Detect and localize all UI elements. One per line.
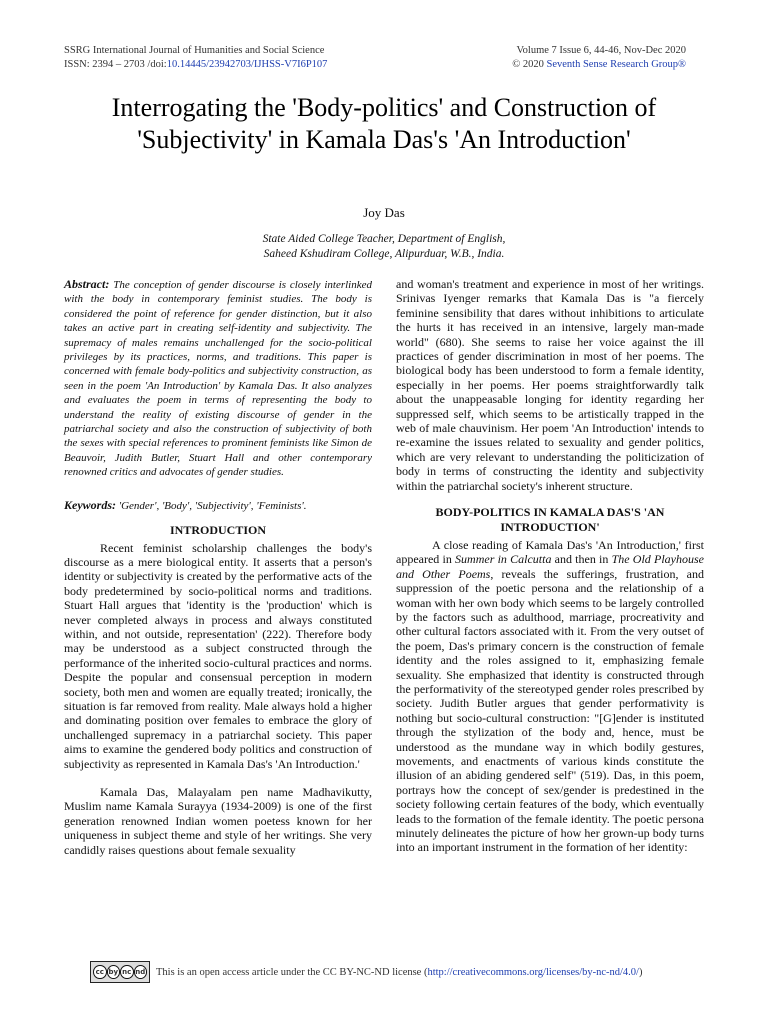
cc-icon: cc	[93, 965, 107, 979]
keywords-label: Keywords:	[64, 497, 116, 512]
right-paragraph-1: and woman's treatment and experience in most of her writings. Srinivas Iyenger remarks that Kamala Das is "a fiercely feminine sensibility that dares without inhibitions to articulate the hurts it has received in an intensive, largely man-made world" (680). She seems to raise her voice against the ill practices of gender discrimination in most of her poems. The biological body has been understood to form a female identity, especially in her poems. Her poems straightforwardly talk about the unappeasable longing for identity regarding her suppressed self, which seems to be artistically trapped in the web of male chauvinism. Her poem 'An Introduction' intends to re-examine the issues related to sexuality and gender politics, which are very relevant to understanding the politicization of body in terms of constructing the identity and subjectivity within the patriarchal society's inherent structure.	[396, 277, 704, 493]
body-politics-heading: BODY-POLITICS IN KAMALA DAS'S 'AN INTRODUCTION'	[435, 505, 665, 534]
copyright-line: © 2020 Seventh Sense Research Group®	[512, 59, 686, 70]
keywords-text: 'Gender', 'Body', 'Subjectivity', 'Feminists'.	[118, 499, 307, 512]
volume-info: Volume 7 Issue 6, 44-46, Nov-Dec 2020	[516, 45, 686, 56]
affiliation-line-2: Saheed Kshudiram College, Alipurduar, W.B., India.	[263, 248, 505, 260]
introduction-paragraph-2: Kamala Das, Malayalam pen name Madhavikutty, Muslim name Kamala Surayya (1934-2009) is one of the first generation renowned Indian women poetess known for her uniqueness in subject theme and style of her writings. She very candidly raises questions about female sexuality	[64, 785, 372, 857]
cc-license-badge[interactable]	[90, 961, 150, 983]
author-name: Joy Das	[363, 205, 405, 220]
noncommercial-icon: nc	[120, 965, 134, 979]
no-derivatives-icon: nd	[134, 965, 148, 979]
journal-name: SSRG International Journal of Humanities and Social Science	[64, 45, 325, 56]
volume-header	[512, 44, 686, 72]
attribution-icon: by	[107, 965, 121, 979]
license-text: This is an open access article under the CC BY-NC-ND license (	[156, 966, 428, 978]
affiliation-line-1: State Aided College Teacher, Department of English,	[262, 233, 506, 245]
left-column	[64, 277, 372, 857]
affiliation	[0, 232, 768, 262]
right-column	[396, 277, 704, 855]
journal-header	[64, 44, 327, 72]
doi-link[interactable]: 10.14445/23942703/IJHSS-V7I6P107	[166, 59, 328, 70]
introduction-paragraph-1: Recent feminist scholarship challenges the body's discourse as a mere biological entity. It asserts that a person's identity or subjectivity is created by the performative acts of the body predetermined by socio-political norms and traditions. Stuart Hall argues that 'identity is the 'production' which is never completed always in process and always constituted within, and not outside, representation' (222). Therefore body may be understood as a subject constructed through the performance of the inherited socio-cultural practices and norms. Despite the popular and consensual perception in modern society, both men and women are equally treated; ironically, the situation is far removed from reality. Male always hold a higher and dominating position over females to embrace the glory of unchallenged supremacy in a patriarchal society. This paper aims to examine the gendered body politics and construction of subjectivity as represented in Kamala Das's 'An Introduction.'	[64, 540, 372, 771]
abstract-label: Abstract:	[64, 277, 110, 291]
publisher-link[interactable]: Seventh Sense Research Group®	[546, 59, 686, 70]
abstract-text: The conception of gender discourse is closely interlinked with the body in contemporary feminist studies. The body is considered the point of reference for gender distinction, but it also takes an active part in creating self-identity and subjectivity. The supremacy of males remains unchallenged for the socio-political privileges by its practices, norms, and traditions. This paper is concerned with female body-politics and subjectivity construction, as seen in the poem 'An Introduction' by Kamala Das. It also analyzes and evaluates the poem in terms of representing the body to understand the reality of existing discourse of gender in the patriarchal society and also the construction of subjectivity of both the sexes with special references to prominent feminists like Simon de Beauvoir, Judith Butler, Stuart Hall and other contemporary renowned critics and advocates of gender studies.	[64, 279, 372, 479]
paper-title: Interrogating the 'Body-politics' and Construction of 'Subjectivity' in Kamala Das's 'An Introduction'	[111, 93, 657, 154]
book-title-playhouse: The Old Playhouse and Other Poems	[396, 552, 704, 581]
keywords	[64, 498, 372, 513]
abstract	[64, 277, 372, 480]
license-link[interactable]: http://creativecommons.org/licenses/by-nc-nd/4.0/	[427, 966, 639, 978]
body-politics-paragraph: A close reading of Kamala Das's 'An Introduction,' first appeared in Summer in Calcutta and then in The Old Playhouse and Other Poems, reveals the sufferings, frustration, and suppression of the poetic persona and the relationship of a woman with her own body which seems to be largely controlled by the factors such as adulthood, marriage, procreativity and other cultural factors associated with it. From the very outset of the poem, Das's primary concern is the construction of female identity and the roles assigned to it, emphasizing female sexuality. She emphasized that identity is constructed through the performativity of the stereotyped gender roles prescribed by society. Judith Butler argues that gender performativity is nothing but socio-cultural construction: "[G]ender is instituted through the stylization of the body and, hence, must be understood as the mundane way in which bodily gestures, movements, and enactments of various kinds constitute the illusion of an abiding gendered self" (519). Das, in this poem, portrays how the concept of sex/gender is predestined in the society following certain features of the body, which eventually leads to the formation of the female identity. The poetic persona minutely delineates the picture of how her grown-up body turns into an important instrument in the formation of her identity:	[396, 537, 704, 855]
introduction-heading: INTRODUCTION	[169, 523, 266, 538]
book-title-summer: Summer in Calcutta	[455, 552, 552, 567]
issn-line: ISSN: 2394 – 2703 /doi:10.14445/23942703/IJHSS-V7I6P107	[64, 59, 328, 70]
license-footer: cc by nc nd This is an open access article under the CC BY-NC-ND license ( http://creativecommons.org/licenses/by-nc-nd/4.0/ )	[90, 961, 642, 983]
